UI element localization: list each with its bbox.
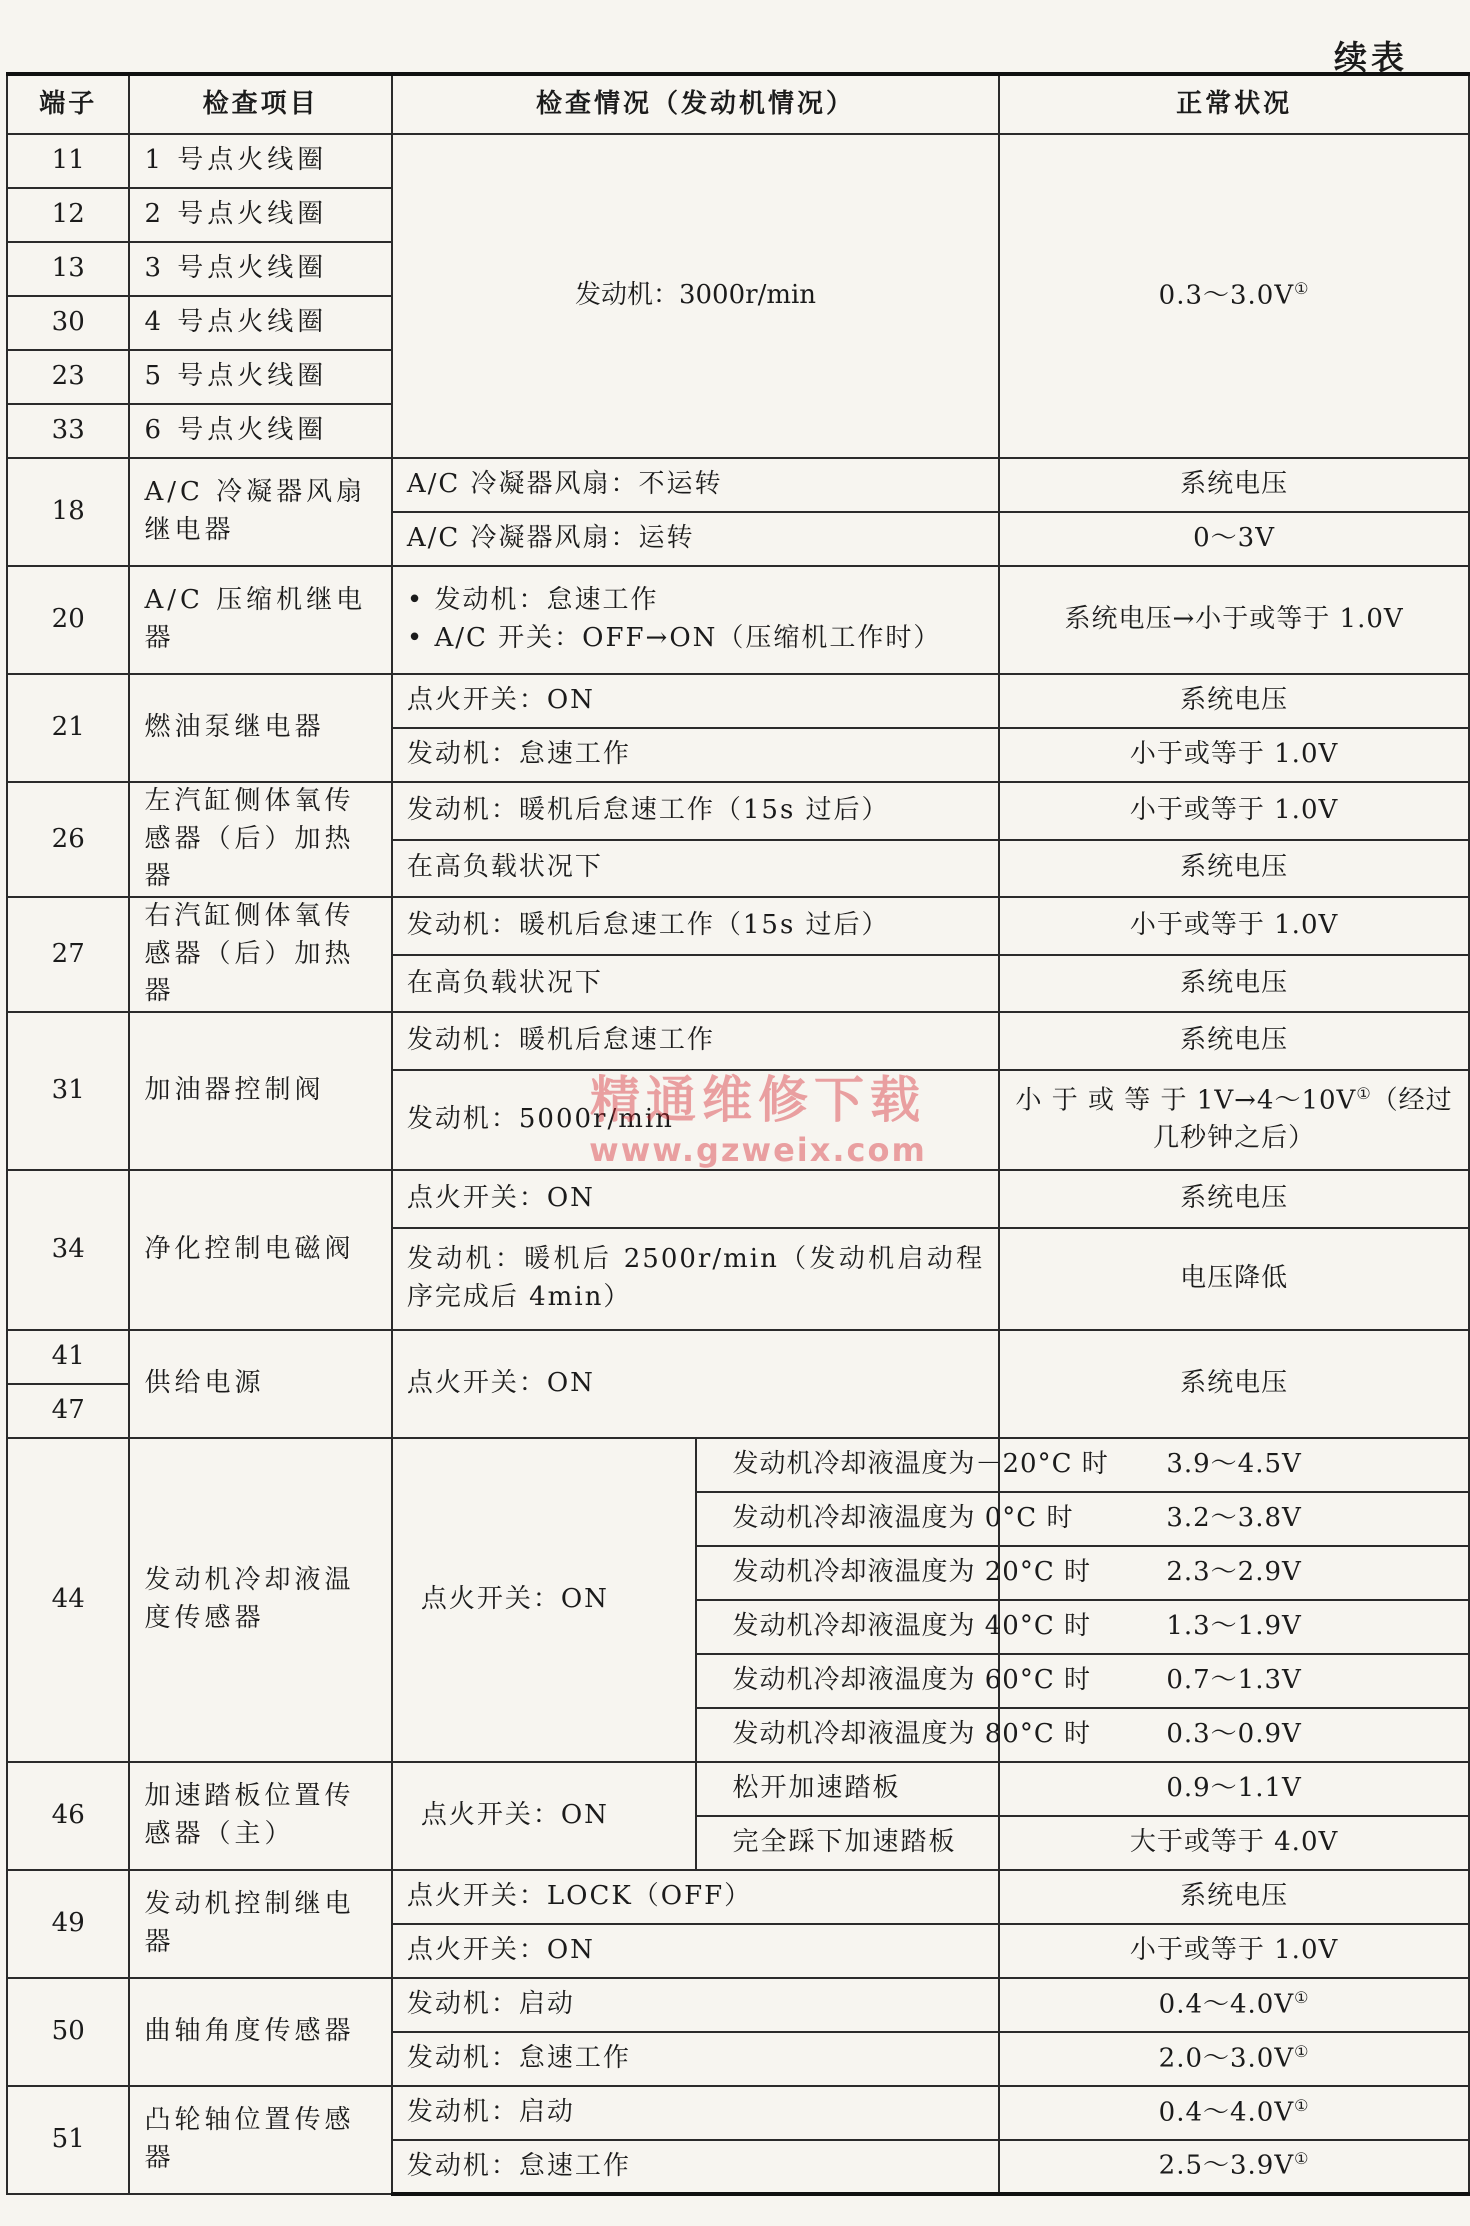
sub-condition-cell: 松开加速踏板 — [696, 1762, 1000, 1816]
terminal-check-table — [6, 72, 1470, 2196]
header-condition: 检查情况（发动机情况） — [392, 74, 999, 134]
terminal-number: 18 — [7, 458, 129, 566]
terminal-number: 31 — [7, 1012, 129, 1170]
condition-cell: 发动机：怠速工作 — [392, 2032, 999, 2086]
terminal-number: 26 — [7, 782, 129, 897]
terminal-number: 27 — [7, 897, 129, 1012]
terminal-number: 12 — [7, 188, 129, 242]
header-terminal: 端子 — [7, 74, 129, 134]
terminal-number: 41 — [7, 1330, 129, 1384]
terminal-number: 51 — [7, 2086, 129, 2194]
normal-cell: 0.3～0.9V — [999, 1708, 1469, 1762]
table-row — [7, 1012, 1469, 1070]
terminal-number: 33 — [7, 404, 129, 458]
sub-condition-cell: 发动机冷却液温度为－20°C 时 — [696, 1438, 1000, 1492]
terminal-number: 44 — [7, 1438, 129, 1762]
check-item: 发动机控制继电器 — [129, 1870, 391, 1978]
footnote-mark: ① — [1294, 278, 1310, 298]
check-item: 左汽缸侧体氧传感器（后）加热器 — [129, 782, 391, 897]
check-item: 1 号点火线圈 — [129, 134, 391, 188]
check-item: 4 号点火线圈 — [129, 296, 391, 350]
condition-cell: 点火开关：ON — [392, 674, 999, 728]
check-item: 加油器控制阀 — [129, 1012, 391, 1170]
condition-cell: 发动机：5000r/min — [392, 1070, 999, 1170]
condition-cell: 点火开关：LOCK（OFF） — [392, 1870, 999, 1924]
terminal-number: 47 — [7, 1384, 129, 1438]
terminal-number: 13 — [7, 242, 129, 296]
normal-value: 0.4～4.0V — [1158, 2097, 1295, 2128]
table-row — [7, 1170, 1469, 1228]
normal-cell: 系统电压 — [999, 1012, 1469, 1070]
footnote-mark: ① — [1294, 2095, 1310, 2115]
condition-cell: 发动机：暖机后怠速工作（15s 过后） — [392, 782, 999, 840]
terminal-number: 20 — [7, 566, 129, 674]
normal-value: 小 于 或 等 于 1V→4～10V — [1015, 1085, 1357, 1116]
check-item: A/C 冷凝器风扇继电器 — [129, 458, 391, 566]
watermark-url: www.gzweix.com — [589, 1131, 927, 1169]
normal-cell: 小于或等于 1.0V — [999, 782, 1469, 840]
condition-line: • A/C 开关：OFF→ON（压缩机工作时） — [406, 623, 942, 653]
condition-cell — [392, 566, 999, 674]
table-row — [7, 674, 1469, 728]
sub-condition-cell: 发动机冷却液温度为 80°C 时 — [696, 1708, 1000, 1762]
footnote-mark: ① — [1356, 1084, 1372, 1104]
table-row — [7, 782, 1469, 840]
table-row — [7, 1438, 1469, 1492]
normal-cell: 小于或等于 1.0V — [999, 1924, 1469, 1978]
sub-condition-cell: 发动机冷却液温度为 20°C 时 — [696, 1546, 1000, 1600]
condition-cell: 发动机：3000r/min — [392, 134, 999, 458]
check-item: 曲轴角度传感器 — [129, 1978, 391, 2086]
check-item: 3 号点火线圈 — [129, 242, 391, 296]
condition-cell: 发动机：怠速工作 — [392, 728, 999, 782]
header-item: 检查项目 — [129, 74, 391, 134]
normal-cell: 电压降低 — [999, 1228, 1469, 1330]
header-normal: 正常状况 — [999, 74, 1469, 134]
check-item: 供给电源 — [129, 1330, 391, 1438]
check-item: 加速踏板位置传感器（主） — [129, 1762, 391, 1870]
table-row — [7, 134, 1469, 188]
condition-cell: 发动机：启动 — [392, 1978, 999, 2032]
terminal-number: 49 — [7, 1870, 129, 1978]
normal-cell: 系统电压 — [999, 955, 1469, 1013]
terminal-number: 23 — [7, 350, 129, 404]
condition-line: • 发动机：怠速工作 — [406, 585, 659, 616]
normal-cell: 小于或等于 1.0V — [999, 897, 1469, 955]
check-item: 净化控制电磁阀 — [129, 1170, 391, 1330]
normal-value: 0.3～3.0V — [1158, 280, 1295, 311]
check-item: 燃油泵继电器 — [129, 674, 391, 782]
check-item: 发动机冷却液温度传感器 — [129, 1438, 391, 1762]
normal-cell: 3.9～4.5V — [999, 1438, 1469, 1492]
normal-cell — [999, 2032, 1469, 2086]
condition-cell: A/C 冷凝器风扇：运转 — [392, 512, 999, 566]
condition-cell: 点火开关：ON — [392, 1762, 696, 1870]
sub-condition-cell: 发动机冷却液温度为 0°C 时 — [696, 1492, 1000, 1546]
normal-cell: 系统电压→小于或等于 1.0V — [999, 566, 1469, 674]
normal-cell: 系统电压 — [999, 1330, 1469, 1438]
condition-cell: 在高负载状况下 — [392, 955, 999, 1013]
normal-cell: 系统电压 — [999, 1870, 1469, 1924]
check-item: A/C 压缩机继电器 — [129, 566, 391, 674]
condition-cell: 发动机：暖机后 2500r/min（发动机启动程序完成后 4min） — [392, 1228, 999, 1330]
table-row — [7, 1870, 1469, 1924]
condition-cell: 在高负载状况下 — [392, 840, 999, 898]
terminal-number: 30 — [7, 296, 129, 350]
normal-cell: 0.9～1.1V — [999, 1762, 1469, 1816]
terminal-number: 11 — [7, 134, 129, 188]
normal-cell: 系统电压 — [999, 1170, 1469, 1228]
condition-cell: 发动机：启动 — [392, 2086, 999, 2140]
footnote-mark: ① — [1294, 2041, 1310, 2061]
check-item: 2 号点火线圈 — [129, 188, 391, 242]
table-row — [7, 566, 1469, 674]
sub-condition-cell: 发动机冷却液温度为 40°C 时 — [696, 1600, 1000, 1654]
condition-cell: 发动机：怠速工作 — [392, 2140, 999, 2194]
condition-cell: 发动机：暖机后怠速工作 — [392, 1012, 999, 1070]
normal-cell: 大于或等于 4.0V — [999, 1816, 1469, 1870]
terminal-number: 46 — [7, 1762, 129, 1870]
table-row — [7, 2086, 1469, 2140]
normal-cell — [999, 2086, 1469, 2140]
check-item: 凸轮轴位置传感器 — [129, 2086, 391, 2194]
normal-cell — [999, 1978, 1469, 2032]
condition-cell: 发动机：暖机后怠速工作（15s 过后） — [392, 897, 999, 955]
normal-value-suffix: （经过几秒钟之后） — [1153, 1085, 1453, 1154]
normal-cell — [999, 2140, 1469, 2194]
normal-cell: 系统电压 — [999, 840, 1469, 898]
watermark-text: 精通维修下载 — [590, 1071, 926, 1129]
normal-value: 2.5～3.9V — [1158, 2151, 1295, 2182]
table-header-row — [7, 74, 1469, 134]
terminal-number: 21 — [7, 674, 129, 782]
continued-label: 续表 — [1334, 38, 1408, 77]
condition-cell: 点火开关：ON — [392, 1924, 999, 1978]
normal-cell: 0.7～1.3V — [999, 1654, 1469, 1708]
check-item: 右汽缸侧体氧传感器（后）加热器 — [129, 897, 391, 1012]
normal-cell — [999, 134, 1469, 458]
table-row — [7, 1330, 1469, 1384]
normal-cell — [999, 1070, 1469, 1170]
terminal-number: 34 — [7, 1170, 129, 1330]
normal-value: 0.4～4.0V — [1158, 1989, 1295, 2020]
table-row — [7, 1978, 1469, 2032]
condition-cell: A/C 冷凝器风扇：不运转 — [392, 458, 999, 512]
check-item: 5 号点火线圈 — [129, 350, 391, 404]
condition-cell: 点火开关：ON — [392, 1330, 999, 1438]
footnote-mark: ① — [1294, 1987, 1310, 2007]
sub-condition-cell: 发动机冷却液温度为 60°C 时 — [696, 1654, 1000, 1708]
condition-cell: 点火开关：ON — [392, 1438, 696, 1762]
sub-condition-cell: 完全踩下加速踏板 — [696, 1816, 1000, 1870]
normal-cell: 1.3～1.9V — [999, 1600, 1469, 1654]
normal-cell: 小于或等于 1.0V — [999, 728, 1469, 782]
table-row — [7, 897, 1469, 955]
normal-cell: 3.2～3.8V — [999, 1492, 1469, 1546]
normal-cell: 系统电压 — [999, 674, 1469, 728]
terminal-number: 50 — [7, 1978, 129, 2086]
normal-cell: 2.3～2.9V — [999, 1546, 1469, 1600]
normal-value: 2.0～3.0V — [1158, 2043, 1295, 2074]
footnote-mark: ① — [1294, 2149, 1310, 2169]
table-row — [7, 458, 1469, 512]
table-row — [7, 1762, 1469, 1816]
normal-cell: 0～3V — [999, 512, 1469, 566]
check-item: 6 号点火线圈 — [129, 404, 391, 458]
condition-cell: 点火开关：ON — [392, 1170, 999, 1228]
normal-cell: 系统电压 — [999, 458, 1469, 512]
